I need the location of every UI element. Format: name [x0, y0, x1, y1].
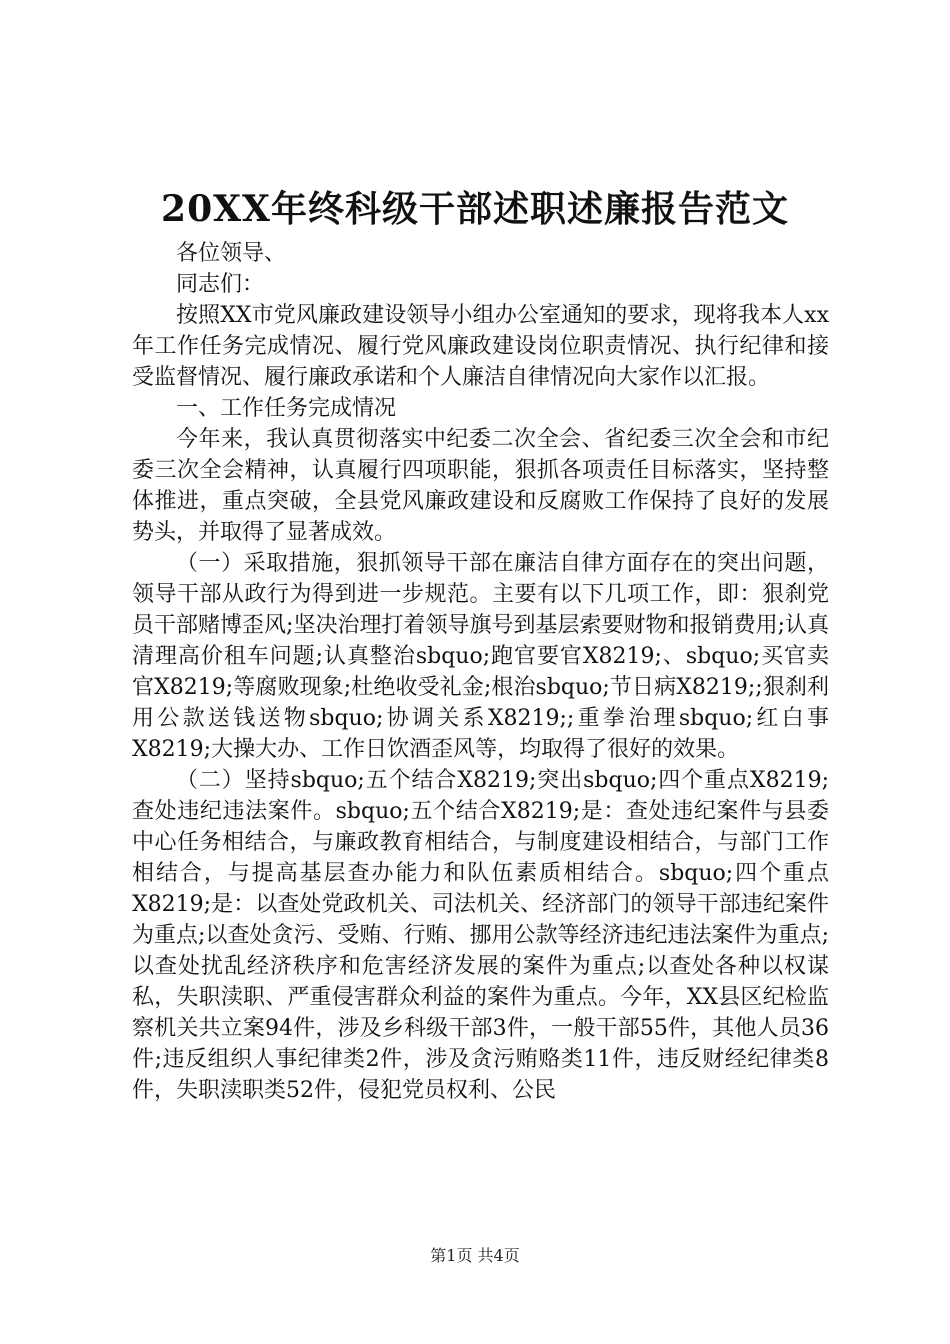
salutation-comrades: 同志们： — [176, 272, 265, 297]
subsection-1-paragraph: （一）采取措施，狠抓领导干部在廉洁自律方面存在的突出问题，领导干部从政行为得到进一步规范。主要有以下几项工作，即：狠刹党员干部赌博歪风;坚决治理打着领导旗号到基层索要财物和报销费用;认真清理高价租车问题;认真整治sbquo;跑官要官X8219;、sbquo;买官卖官X8219;等腐败现象;杜绝收受礼金;根治sbquo;节日病X8219;;狠刹利用公款送钱送物sbquo;协调关系X8219;;重拳治理sbquo;红白事X8219;大操大办、工作日饮酒歪风等，均取得了很好的效果。 — [132, 551, 829, 762]
salutation-leaders: 各位领导、 — [176, 241, 287, 266]
section-1-paragraph: 今年来，我认真贯彻落实中纪委二次全会、省纪委三次全会和市纪委三次全会精神，认真履行四项职能，狠抓各项责任目标落实，坚持整体推进，重点突破，全县党风廉政建设和反腐败工作保持了良好的发展势头，并取得了显著成效。 — [132, 427, 829, 545]
intro-paragraph: 按照XX市党风廉政建设领导小组办公室通知的要求，现将我本人xx年工作任务完成情况、履行党风廉政建设岗位职责情况、执行纪律和接受监督情况、履行廉政承诺和个人廉洁自律情况向大家作以汇报。 — [132, 303, 829, 390]
document-title: 20XX年终科级干部述职述廉报告范文 — [161, 188, 789, 230]
page-number-footer: 第1页 共4页 — [430, 1246, 520, 1265]
subsection-2-paragraph: （二）坚持sbquo;五个结合X8219;突出sbquo;四个重点X8219;查处违纪违法案件。sbquo;五个结合X8219;是：查处违纪案件与县委中心任务相结合，与廉政教育相结合，与制度建设相结合，与部门工作相结合，与提高基层查办能力和队伍素质相结合。sbquo;四个重点X8219;是：以查处党政机关、司法机关、经济部门的领导干部违纪案件为重点;以查处贪污、受贿、行贿、挪用公款等经济违纪违法案件为重点;以查处扰乱经济秩序和危害经济发展的案件为重点;以查处各种以权谋私，失职渎职、严重侵害群众利益的案件为重点。今年，XX县区纪检监察机关共立案94件，涉及乡科级干部3件，一般干部55件，其他人员36件;违反组织人事纪律类2件，涉及贪污贿赂类11件，违反财经纪律类8件，失职渎职类52件，侵犯党员权利、公民 — [132, 768, 829, 1103]
section-heading-1: 一、工作任务完成情况 — [176, 396, 397, 421]
document-body — [132, 210, 829, 1106]
